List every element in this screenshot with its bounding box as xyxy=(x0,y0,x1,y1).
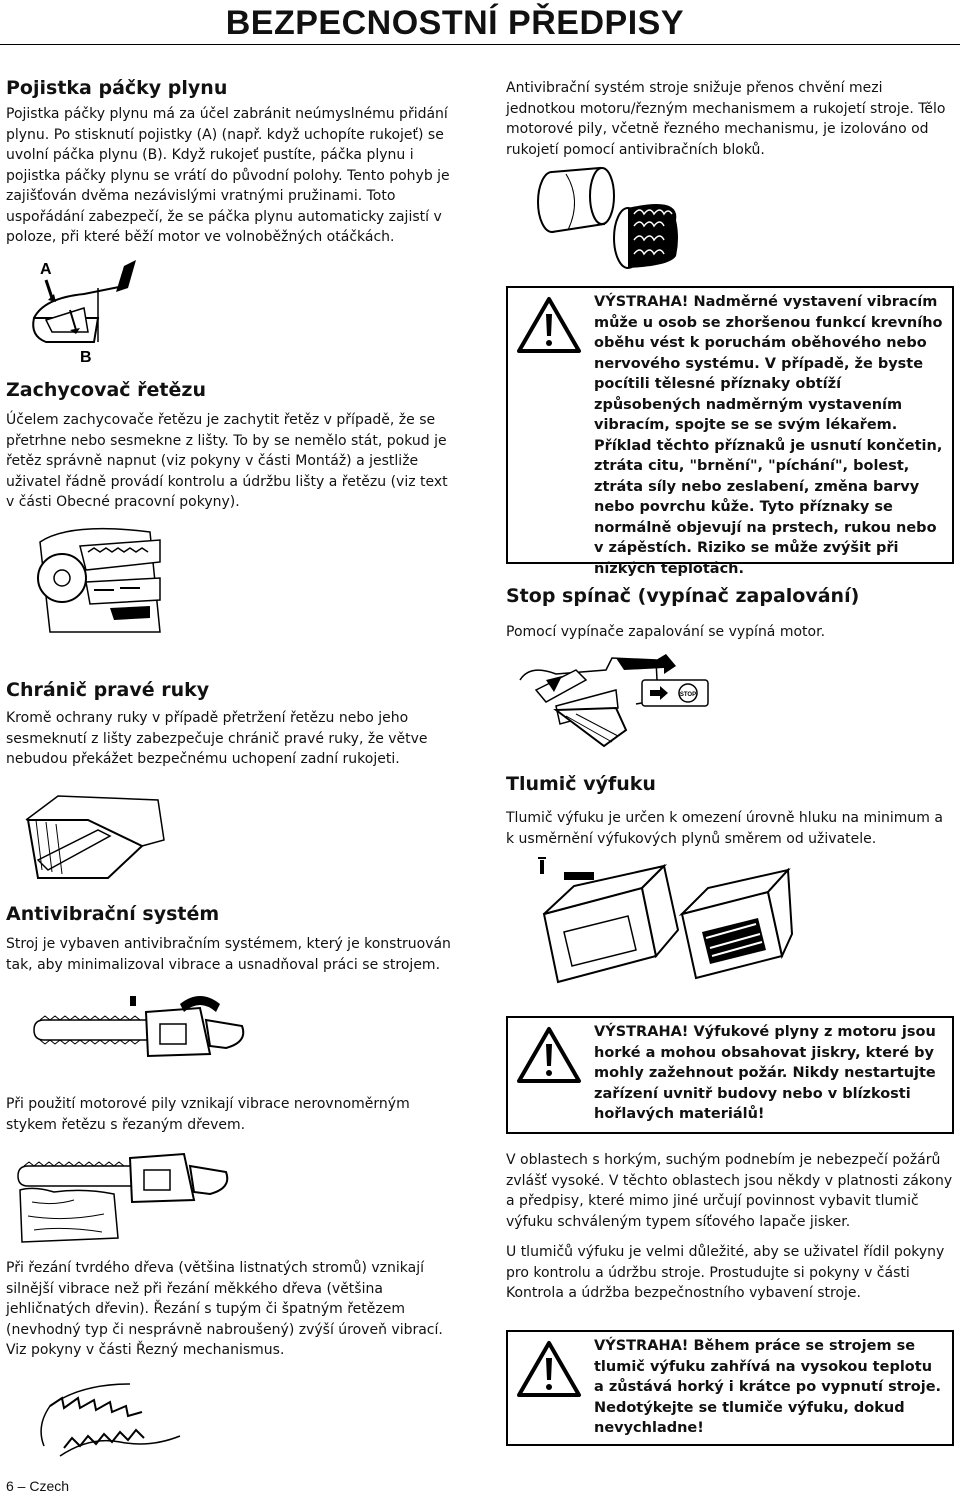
saw-chain-illustration xyxy=(30,1376,210,1466)
section-stop-switch xyxy=(506,584,954,643)
right-hand-guard-illustration xyxy=(18,790,168,884)
muffler-illustration xyxy=(534,852,794,988)
header-rule xyxy=(0,44,960,45)
text-throttle-lockout: Pojistka páčky plynu má za účel zabránit neúmyslnému přidání plynu. Po stisknutí pojistky (A) (např. když uchopíte rukojeť) se uvolní páčka plynu (B). Když rukojeť pustíte, páčka plynu i pojistka páčky plynu se vrátí do původní polohy. Tento pohyb je zajišťován dvěma nezávislými vratnými pružinami. Toto uspořádání zabezpečí, že se páčka plynu automaticky zajistí v poloze, při které běží motor ve volnoběžných otáčkách. xyxy=(6,106,450,245)
warning-box-exhaust xyxy=(506,1016,954,1134)
throttle-lockout-illustration xyxy=(24,258,154,368)
text-anti-vibration-1: Stroj je vybaven antivibračním systémem, který je konstruován tak, aby minimalizoval vibrace a usnadňoval práci se strojem. xyxy=(6,936,451,973)
chainsaw-cutting-illustration xyxy=(14,1146,244,1246)
heading-chain-catcher: Zachycovač řetězu xyxy=(6,379,206,401)
section-anti-vibration-2 xyxy=(6,1094,458,1135)
section-anti-vibration xyxy=(6,902,458,975)
chain-catcher-illustration xyxy=(30,522,170,642)
heading-stop-switch: Stop spínač (vypínač zapalování) xyxy=(506,585,860,607)
warning-box-vibration xyxy=(506,286,954,577)
section-muffler-2 xyxy=(506,1150,954,1304)
text-muffler-3: U tlumičů výfuku je velmi důležité, aby se uživatel řídil pokyny pro kontrolu a údržbu stroje. Prostudujte si pokyny v části Kontrola a údržba bezpečnostního vybavení stroje. xyxy=(506,1244,945,1301)
heading-muffler: Tlumič výfuku xyxy=(506,773,656,795)
page-footer: 6 – Czech xyxy=(6,1478,70,1494)
warning-text-exhaust: VÝSTRAHA! Výfukové plyny z motoru jsou horké a mohou obsahovat jiskry, které by mohly zažehnout požár. Nikdy nestartujte zařízení uvnitř budovy nebo v blízkosti hořlavých materiálů! xyxy=(594,1024,936,1122)
label-b: B xyxy=(80,349,92,366)
section-chain-catcher xyxy=(6,378,458,513)
warning-text-vibration: VÝSTRAHA! Nadměrné vystavení vibracím může u osob se zhoršenou funkcí krevního oběhu vést k poruchám oběhového nebo nervového systému. V případě, že byste pocítili tělesné příznaky obtíží způsobených nadměrným vystavením vibracím, spojte se se svým lékařem. Příklad těchto příznaků je usnutí končetin, ztráta citu, "brnění", "píchání", bolest, ztráta síly nebo zeslabení, změna barvy nebo povrchu kůže. Tyto příznaky se normálně objevují na prstech, rukou nebo v zápěstích. Riziko se může zvýšit při nízkých teplotách. xyxy=(594,294,943,577)
section-anti-vibration-3 xyxy=(6,1258,458,1361)
anti-vibration-element-illustration xyxy=(530,160,680,274)
warning-triangle-icon xyxy=(516,296,582,354)
section-anti-vibration-right xyxy=(506,78,954,160)
section-right-hand-guard xyxy=(6,678,458,770)
text-muffler-2: V oblastech s horkým, suchým podnebím je nebezpečí požárů zvlášť vysoké. V těchto oblastech jsou někdy v platnosti zákony a předpisy, které mimo jiné určují povinnost vybavit tlumič výfuku schváleným typem síťového lapače jisker. xyxy=(506,1152,953,1230)
warning-triangle-icon xyxy=(516,1340,582,1398)
text-anti-vibration-2: Při použití motorové pily vznikají vibrace nerovnoměrným stykem řetězu s řezaným dřevem. xyxy=(6,1096,410,1133)
chainsaw-vibration-illustration xyxy=(30,990,250,1066)
text-right-hand-guard: Kromě ochrany ruky v případě přetržení řetězu nebo jeho sesmeknutí z lišty zabezpečuje chránič pravé ruky, že větve nebudou překážet bezpečnému uchopení zadní rukojeti. xyxy=(6,710,428,767)
warning-text-hot-muffler: VÝSTRAHA! Během práce se strojem se tlumič výfuku zahřívá na vysokou teplotu a zůstává horký i krátce po vypnutí stroje. Nedotýkejte se tlumiče výfuku, dokud nevychladne! xyxy=(594,1338,942,1436)
text-anti-vibration-3: Při řezání tvrdého dřeva (většina listnatých stromů) vznikají silnější vibrace než při řezání měkkého dřeva (většina jehličnatých dřevin). Řezání s tupým či špatným řetězem (nevhodný typ či nesprávně nabroušený) zvýší úroveň vibrací. Viz pokyny v části Řezný mechanismus. xyxy=(6,1260,443,1358)
label-a: A xyxy=(40,261,52,278)
text-anti-vibration-right: Antivibrační systém stroje snižuje přenos chvění mezi jednotkou motoru/řezným mechanismem a rukojetí stroje. Tělo motorové pily, včetně řezného mechanismu, je izolováno od rukojetí pomocí antivibračních bloků. xyxy=(506,80,946,158)
text-chain-catcher: Účelem zachycovače řetězu je zachytit řetěz v případě, že se přetrhne nebo sesmekne z lišty. To by se nemělo stát, pokud je řetěz správně napnut (viz pokyny v části Montáž) a jestliže uživatel řádně provádí kontrolu a údržbu lišty a řetězu (viz text v části Obecné pracovní pokyny). xyxy=(6,412,448,510)
text-muffler-1: Tlumič výfuku je určen k omezení úrovně hluku na minimum a k usměrnění výfukových plynů směrem od uživatele. xyxy=(506,810,943,847)
heading-anti-vibration: Antivibrační systém xyxy=(6,903,220,925)
warning-box-hot-muffler xyxy=(506,1330,954,1446)
section-muffler xyxy=(506,772,954,849)
stop-icon-label: STOP xyxy=(679,692,697,698)
stop-switch-illustration xyxy=(516,650,716,762)
text-stop-switch: Pomocí vypínače zapalování se vypíná motor. xyxy=(506,624,826,640)
page-header-title: BEZPECNOSTNÍ PŘEDPISY xyxy=(225,4,684,42)
section-throttle-lockout xyxy=(6,76,458,248)
heading-throttle-lockout: Pojistka páčky plynu xyxy=(6,77,228,99)
warning-triangle-icon xyxy=(516,1026,582,1084)
heading-right-hand-guard: Chránič pravé ruky xyxy=(6,679,210,701)
